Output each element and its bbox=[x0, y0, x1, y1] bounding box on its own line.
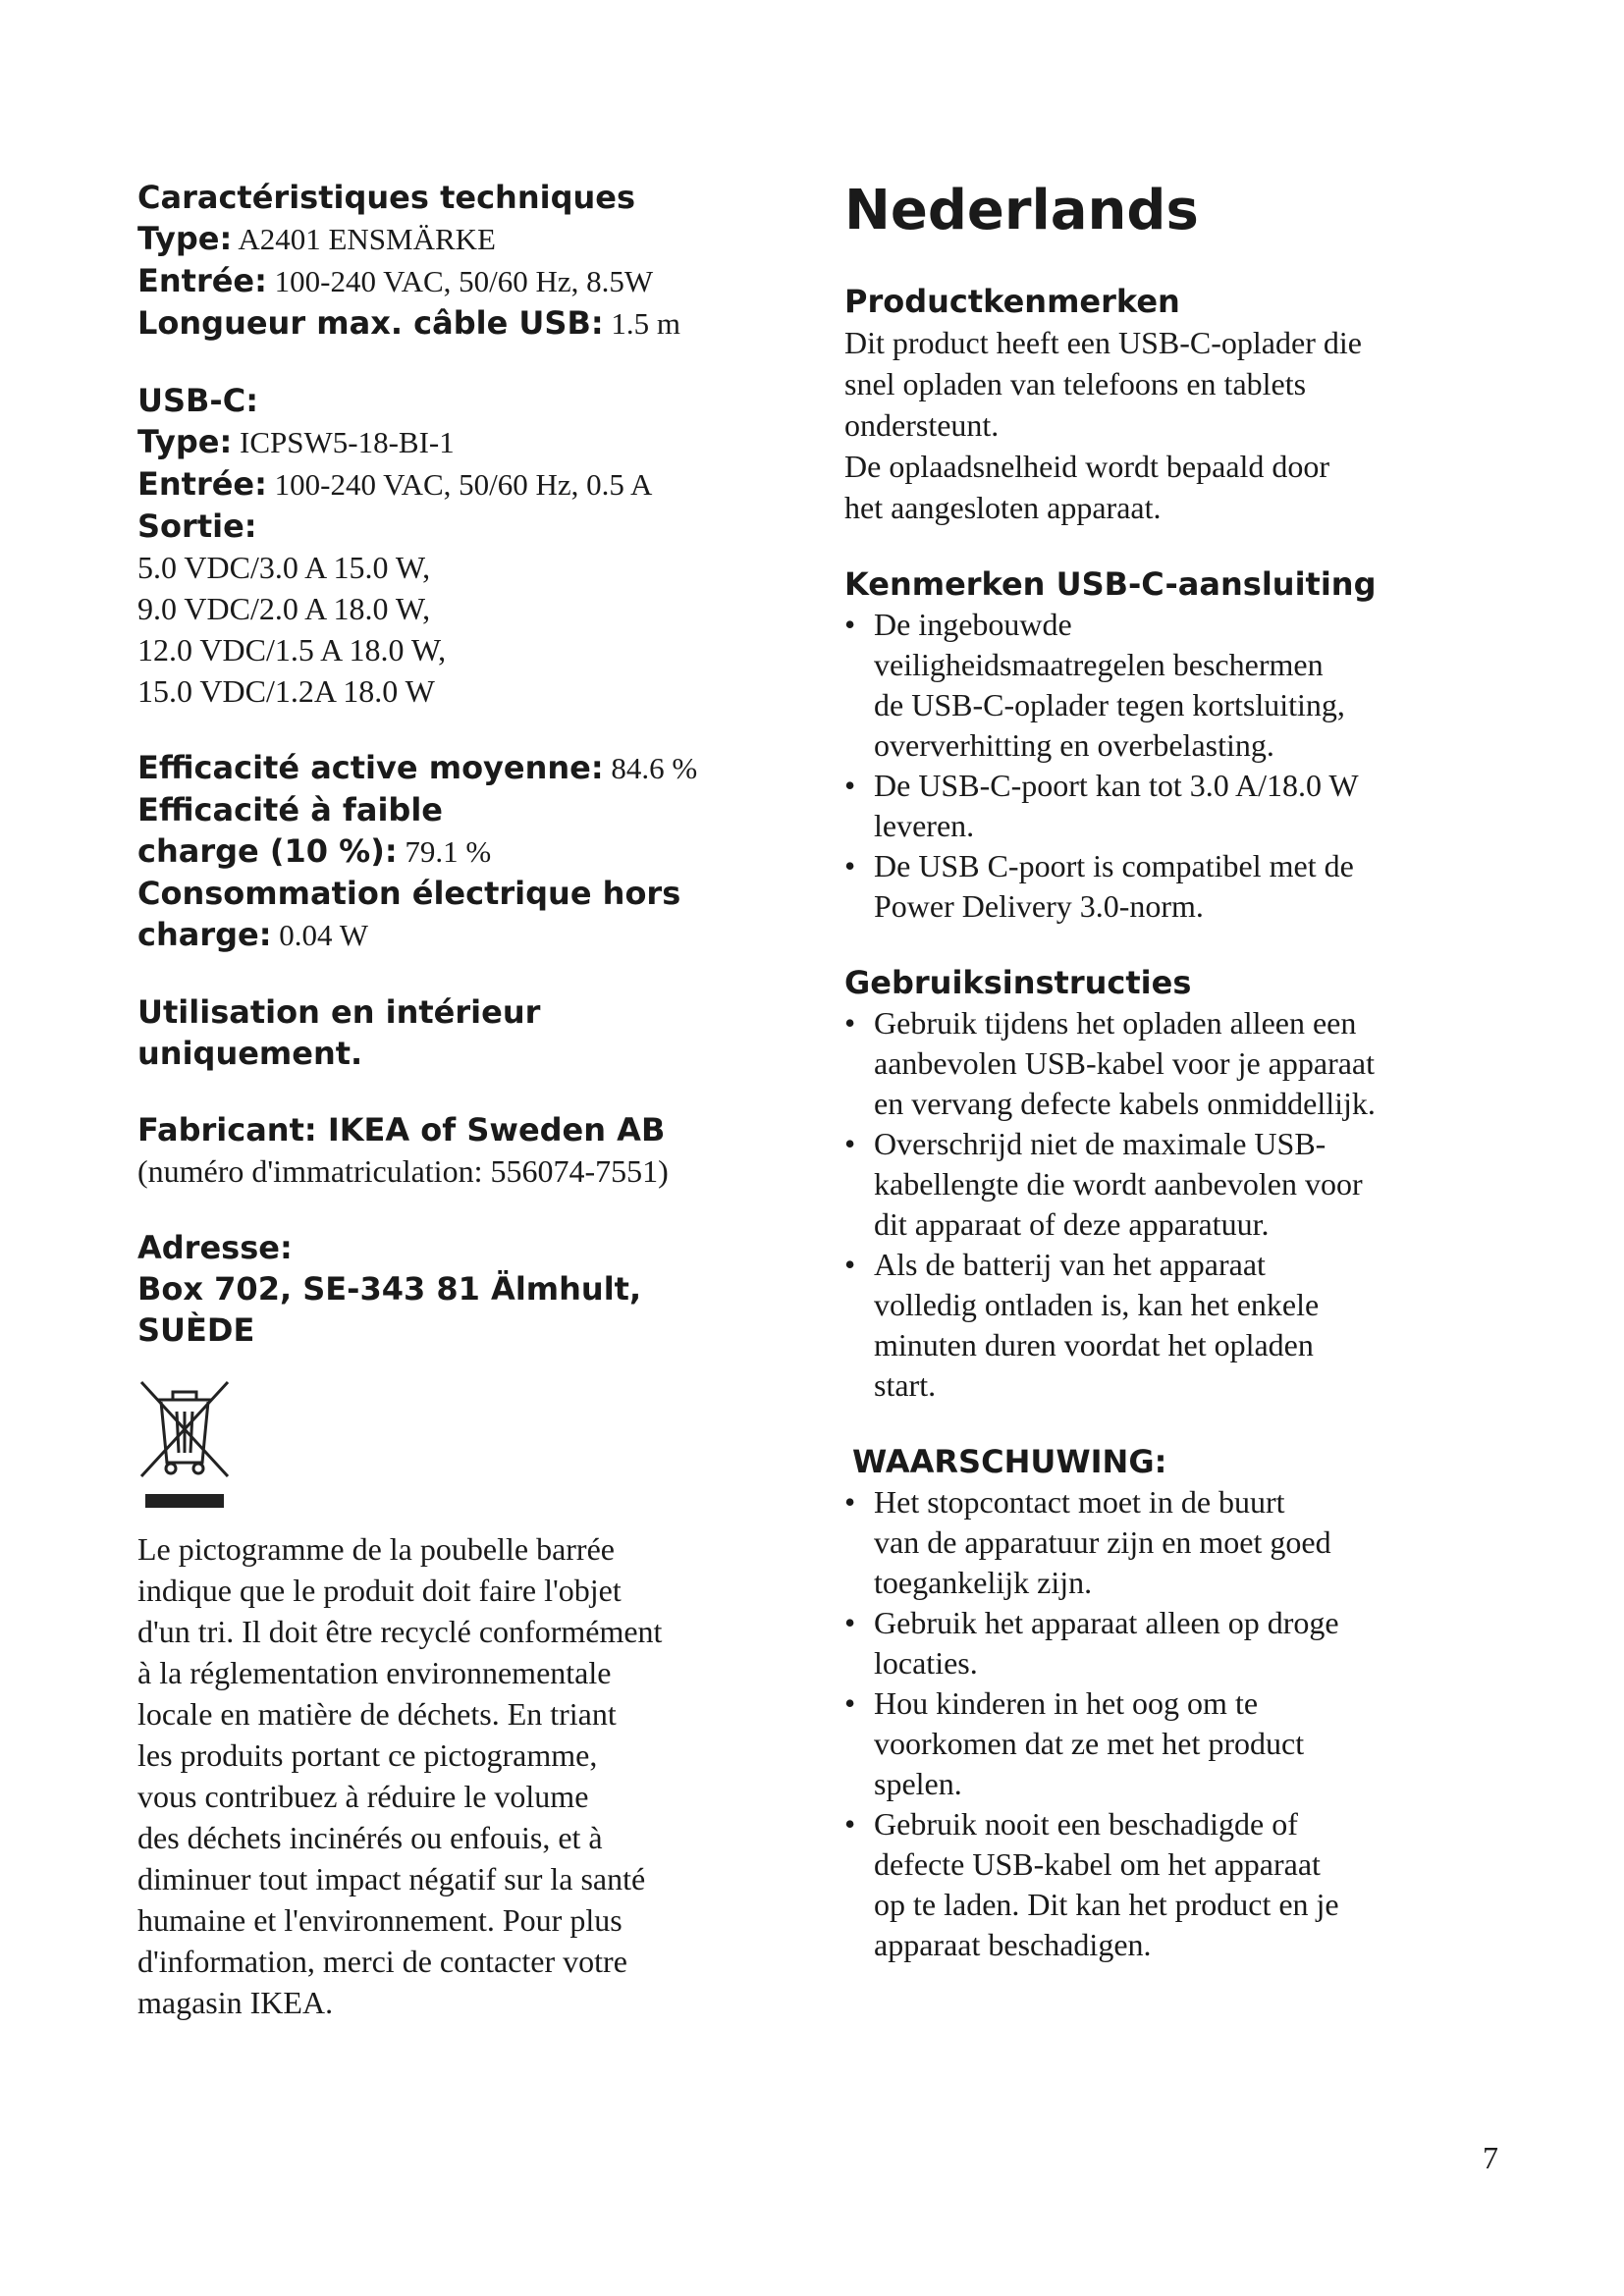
warning-title: WAARSCHUWING: bbox=[852, 1443, 1167, 1480]
spec-line-cable-length: Longueur max. câble USB: 1.5 m bbox=[137, 304, 680, 342]
weee-text-line: les produits portant ce pictogramme, bbox=[137, 1737, 598, 1773]
weee-text-line: d'information, merci de contacter votre bbox=[137, 1944, 627, 1979]
registration-number: (numéro d'immatriculation: 556074-7551) bbox=[137, 1153, 669, 1189]
list-item: • De USB C-poort is compatibel met de Power Delivery 3.0-norm. bbox=[844, 846, 1434, 927]
usbc-title: USB-C: bbox=[137, 382, 258, 419]
efficiency-low-label: Efficacité à faible bbox=[137, 791, 443, 828]
weee-text-line: Le pictogramme de la poubelle barrée bbox=[137, 1531, 615, 1567]
list-item: • Hou kinderen in het oog om te voorkomen dat ze met het product spelen. bbox=[844, 1683, 1434, 1804]
usage-instructions-list bbox=[844, 1003, 1434, 1406]
warning-list bbox=[844, 1482, 1434, 1965]
product-features-title: Productkenmerken bbox=[844, 283, 1180, 320]
page-number: 7 bbox=[1483, 2140, 1498, 2175]
usbc-line-input: Entrée: 100-240 VAC, 50/60 Hz, 0.5 A bbox=[137, 465, 653, 503]
usbc-port-features-title: Kenmerken USB-C-aansluiting bbox=[844, 565, 1377, 603]
address-label: Adresse: bbox=[137, 1229, 293, 1266]
indoor-use-notice: Utilisation en intérieur uniquement. bbox=[137, 993, 541, 1072]
list-item: • Overschrijd niet de maximale USB- kabellengte die wordt aanbevolen voor dit apparaat of deze apparatuur. bbox=[844, 1124, 1434, 1245]
efficiency-average: Efficacité active moyenne: 84.6 % bbox=[137, 749, 698, 786]
weee-text-line: vous contribuez à réduire le volume bbox=[137, 1779, 589, 1814]
sortie-label: Sortie: bbox=[137, 507, 257, 545]
list-item: • Het stopcontact moet in de buurt van de apparatuur zijn en moet goed toegankelijk zijn. bbox=[844, 1482, 1434, 1603]
weee-text-line: d'un tri. Il doit être recyclé conformément bbox=[137, 1614, 663, 1649]
weee-text-line: à la réglementation environnementale bbox=[137, 1655, 612, 1690]
crossed-out-wheelie-bin-icon bbox=[137, 1380, 232, 1518]
efficiency-low: charge (10 %): 79.1 % bbox=[137, 832, 492, 870]
language-heading: Nederlands bbox=[844, 179, 1199, 242]
list-item: • De USB-C-poort kan tot 3.0 A/18.0 W leveren. bbox=[844, 766, 1434, 846]
features-text-line: ondersteunt. bbox=[844, 407, 1000, 443]
tech-specs-title: Caractéristiques techniques bbox=[137, 179, 635, 216]
weee-text-line: diminuer tout impact négatif sur la santé bbox=[137, 1861, 646, 1896]
usbc-line-type: Type: ICPSW5-18-BI-1 bbox=[137, 423, 455, 460]
usage-instructions-title: Gebruiksinstructies bbox=[844, 964, 1192, 1001]
features-text-line: het aangesloten apparaat. bbox=[844, 490, 1162, 525]
port-features-list bbox=[844, 605, 1434, 927]
weee-text-line: des déchets incinérés ou enfouis, et à bbox=[137, 1820, 603, 1855]
features-text-line: Dit product heeft een USB-C-oplader die bbox=[844, 325, 1362, 360]
right-column bbox=[844, 177, 1434, 1965]
sortie-value: 9.0 VDC/2.0 A 18.0 W, bbox=[137, 591, 431, 626]
features-text-line: De oplaadsnelheid wordt bepaald door bbox=[844, 449, 1330, 484]
sortie-value: 12.0 VDC/1.5 A 18.0 W, bbox=[137, 632, 447, 667]
left-column bbox=[137, 177, 766, 2023]
features-text-line: snel opladen van telefoons en tablets bbox=[844, 366, 1307, 401]
address-value: Box 702, SE-343 81 Älmhult, SUÈDE bbox=[137, 1270, 642, 1349]
sortie-value: 15.0 VDC/1.2A 18.0 W bbox=[137, 673, 435, 709]
weee-text-line: indique que le produit doit faire l'objet bbox=[137, 1573, 622, 1608]
spec-line-input: Entrée: 100-240 VAC, 50/60 Hz, 8.5W bbox=[137, 262, 654, 299]
weee-text-line: locale en matière de déchets. En triant bbox=[137, 1696, 617, 1732]
manufacturer: Fabricant: IKEA of Sweden AB bbox=[137, 1111, 666, 1148]
no-load-consumption: charge: 0.04 W bbox=[137, 916, 368, 953]
sortie-value: 5.0 VDC/3.0 A 15.0 W, bbox=[137, 550, 431, 585]
list-item: • Gebruik nooit een beschadigde of defecte USB-kabel om het apparaat op te laden. Dit kan het product en je apparaat beschadigen. bbox=[844, 1804, 1434, 1965]
weee-text-line: magasin IKEA. bbox=[137, 1985, 334, 2020]
weee-paragraph bbox=[137, 1528, 766, 2023]
list-item: • Gebruik tijdens het opladen alleen een aanbevolen USB-kabel voor je apparaat en vervang defecte kabels onmiddellijk. bbox=[844, 1003, 1434, 1124]
spec-line-type: Type: A2401 ENSMÄRKE bbox=[137, 220, 496, 257]
list-item: • Gebruik het apparaat alleen op droge locaties. bbox=[844, 1603, 1434, 1683]
list-item: • De ingebouwde veiligheidsmaatregelen beschermen de USB-C-oplader tegen kortsluiting, oververhitting en overbelasting. bbox=[844, 605, 1434, 766]
list-item: • Als de batterij van het apparaat volledig ontladen is, kan het enkele minuten duren voordat het opladen start. bbox=[844, 1245, 1434, 1406]
weee-text-line: humaine et l'environnement. Pour plus bbox=[137, 1902, 623, 1938]
no-load-label: Consommation électrique hors bbox=[137, 875, 681, 912]
